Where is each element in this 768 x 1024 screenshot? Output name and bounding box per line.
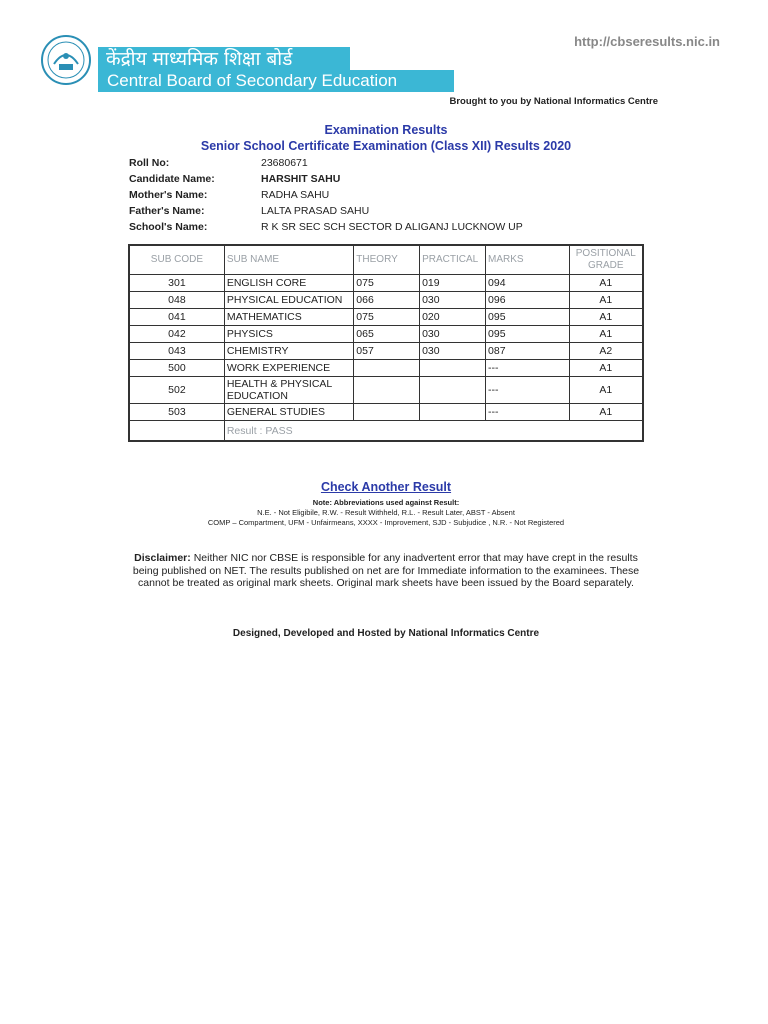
theory: 075 — [354, 275, 420, 292]
exam-results-title: Examination Results — [324, 123, 448, 137]
note-title: Note: Abbreviations used against Result: — [312, 498, 460, 507]
sub-code: 041 — [129, 309, 224, 326]
table-row — [129, 326, 643, 343]
note-line-1: N.E. - Not Eligibile, R.W. - Result Withheld, R.L. - Result Later, ABST - Absent — [257, 508, 515, 517]
theory — [354, 360, 420, 377]
roll-row — [129, 155, 629, 171]
table-row — [129, 377, 643, 404]
marks: 094 — [486, 275, 570, 292]
practical: 020 — [420, 309, 486, 326]
candidate-name-label: Candidate Name: — [129, 173, 215, 185]
marks: --- — [486, 360, 570, 377]
header-theory: THEORY — [354, 245, 420, 275]
sub-code: 503 — [129, 404, 224, 421]
header-marks: MARKS — [486, 245, 570, 275]
school-name-row — [129, 219, 629, 235]
header-practical: PRACTICAL — [420, 245, 486, 275]
table-header-row — [129, 245, 643, 275]
table-row — [129, 292, 643, 309]
father-name-label: Father's Name: — [129, 205, 205, 217]
theory: 057 — [354, 343, 420, 360]
mother-name-row — [129, 187, 629, 203]
table-row — [129, 360, 643, 377]
table-row — [129, 343, 643, 360]
marks: 095 — [486, 326, 570, 343]
grade: A1 — [569, 292, 643, 309]
sub-code: 048 — [129, 292, 224, 309]
header-positional-grade: POSITIONAL GRADE — [569, 245, 643, 275]
theory — [354, 404, 420, 421]
candidate-name-value: HARSHIT SAHU — [261, 173, 341, 185]
site-url[interactable]: http://cbseresults.nic.in — [574, 34, 720, 49]
brought-by-text: Brought to you by National Informatics Centre — [449, 96, 658, 107]
designed-by-text: Designed, Developed and Hosted by National Informatics Centre — [232, 628, 540, 639]
sub-name: GENERAL STUDIES — [224, 404, 353, 421]
practical: 030 — [420, 326, 486, 343]
result-empty-cell — [129, 421, 224, 442]
table-row — [129, 275, 643, 292]
candidate-info — [129, 155, 629, 235]
school-name-label: School's Name: — [129, 221, 208, 233]
marks: 087 — [486, 343, 570, 360]
practical: 030 — [420, 343, 486, 360]
grade: A1 — [569, 404, 643, 421]
marks: --- — [486, 377, 570, 404]
practical: 030 — [420, 292, 486, 309]
disclaimer-text: Neither NIC nor CBSE is responsible for any inadvertent error that may have crept in the results being published on NET. The results published on net are for Immediate information to the examinees. These cannot be treated as original mark sheets. Original mark sheets have been issued by the Board separately. — [132, 552, 640, 589]
marks: --- — [486, 404, 570, 421]
marks-table — [128, 244, 644, 442]
sub-code: 502 — [129, 377, 224, 404]
table-row — [129, 404, 643, 421]
cbse-emblem-icon — [40, 34, 92, 86]
practical: 019 — [420, 275, 486, 292]
roll-value: 23680671 — [261, 157, 308, 169]
board-title-hindi: केंद्रीय माध्यमिक शिक्षा बोर्ड — [98, 47, 350, 71]
practical — [420, 377, 486, 404]
check-another-result-link[interactable]: Check Another Result — [320, 480, 452, 494]
result-cell — [224, 421, 643, 442]
sub-code: 500 — [129, 360, 224, 377]
grade: A2 — [569, 343, 643, 360]
sub-name: MATHEMATICS — [224, 309, 353, 326]
grade: A1 — [569, 309, 643, 326]
grade: A1 — [569, 275, 643, 292]
candidate-name-row — [129, 171, 629, 187]
table-row — [129, 309, 643, 326]
sub-name: WORK EXPERIENCE — [224, 360, 353, 377]
father-name-row — [129, 203, 629, 219]
school-name-value: R K SR SEC SCH SECTOR D ALIGANJ LUCKNOW UP — [261, 221, 523, 233]
sub-name: PHYSICS — [224, 326, 353, 343]
theory: 066 — [354, 292, 420, 309]
marks: 096 — [486, 292, 570, 309]
marks: 095 — [486, 309, 570, 326]
practical — [420, 360, 486, 377]
mother-name-label: Mother's Name: — [129, 189, 208, 201]
roll-label: Roll No: — [129, 157, 170, 169]
header-sub-name: SUB NAME — [224, 245, 353, 275]
father-name-value: LALTA PRASAD SAHU — [261, 205, 370, 217]
result-row — [129, 421, 643, 442]
grade: A1 — [569, 360, 643, 377]
result-value: PASS — [265, 424, 293, 437]
sub-code: 043 — [129, 343, 224, 360]
sub-name: ENGLISH CORE — [224, 275, 353, 292]
sub-code: 301 — [129, 275, 224, 292]
board-title-english: Central Board of Secondary Education — [98, 70, 454, 92]
sub-name: CHEMISTRY — [224, 343, 353, 360]
practical — [420, 404, 486, 421]
disclaimer — [128, 552, 644, 590]
disclaimer-label: Disclaimer: — [134, 552, 191, 564]
sub-name: HEALTH & PHYSICAL EDUCATION — [224, 377, 353, 404]
theory — [354, 377, 420, 404]
header-sub-code: SUB CODE — [129, 245, 224, 275]
mother-name-value: RADHA SAHU — [261, 189, 330, 201]
exam-name-title: Senior School Certificate Examination (Class XII) Results 2020 — [200, 139, 572, 153]
sub-code: 042 — [129, 326, 224, 343]
grade: A1 — [569, 326, 643, 343]
result-label: Result : — [226, 424, 263, 437]
note-line-2: COMP – Compartment, UFM - Unfairmeans, XXXX - Improvement, SJD - Subjudice , N.R. - Not Registered — [207, 518, 565, 527]
sub-name: PHYSICAL EDUCATION — [224, 292, 353, 309]
grade: A1 — [569, 377, 643, 404]
theory: 075 — [354, 309, 420, 326]
theory: 065 — [354, 326, 420, 343]
